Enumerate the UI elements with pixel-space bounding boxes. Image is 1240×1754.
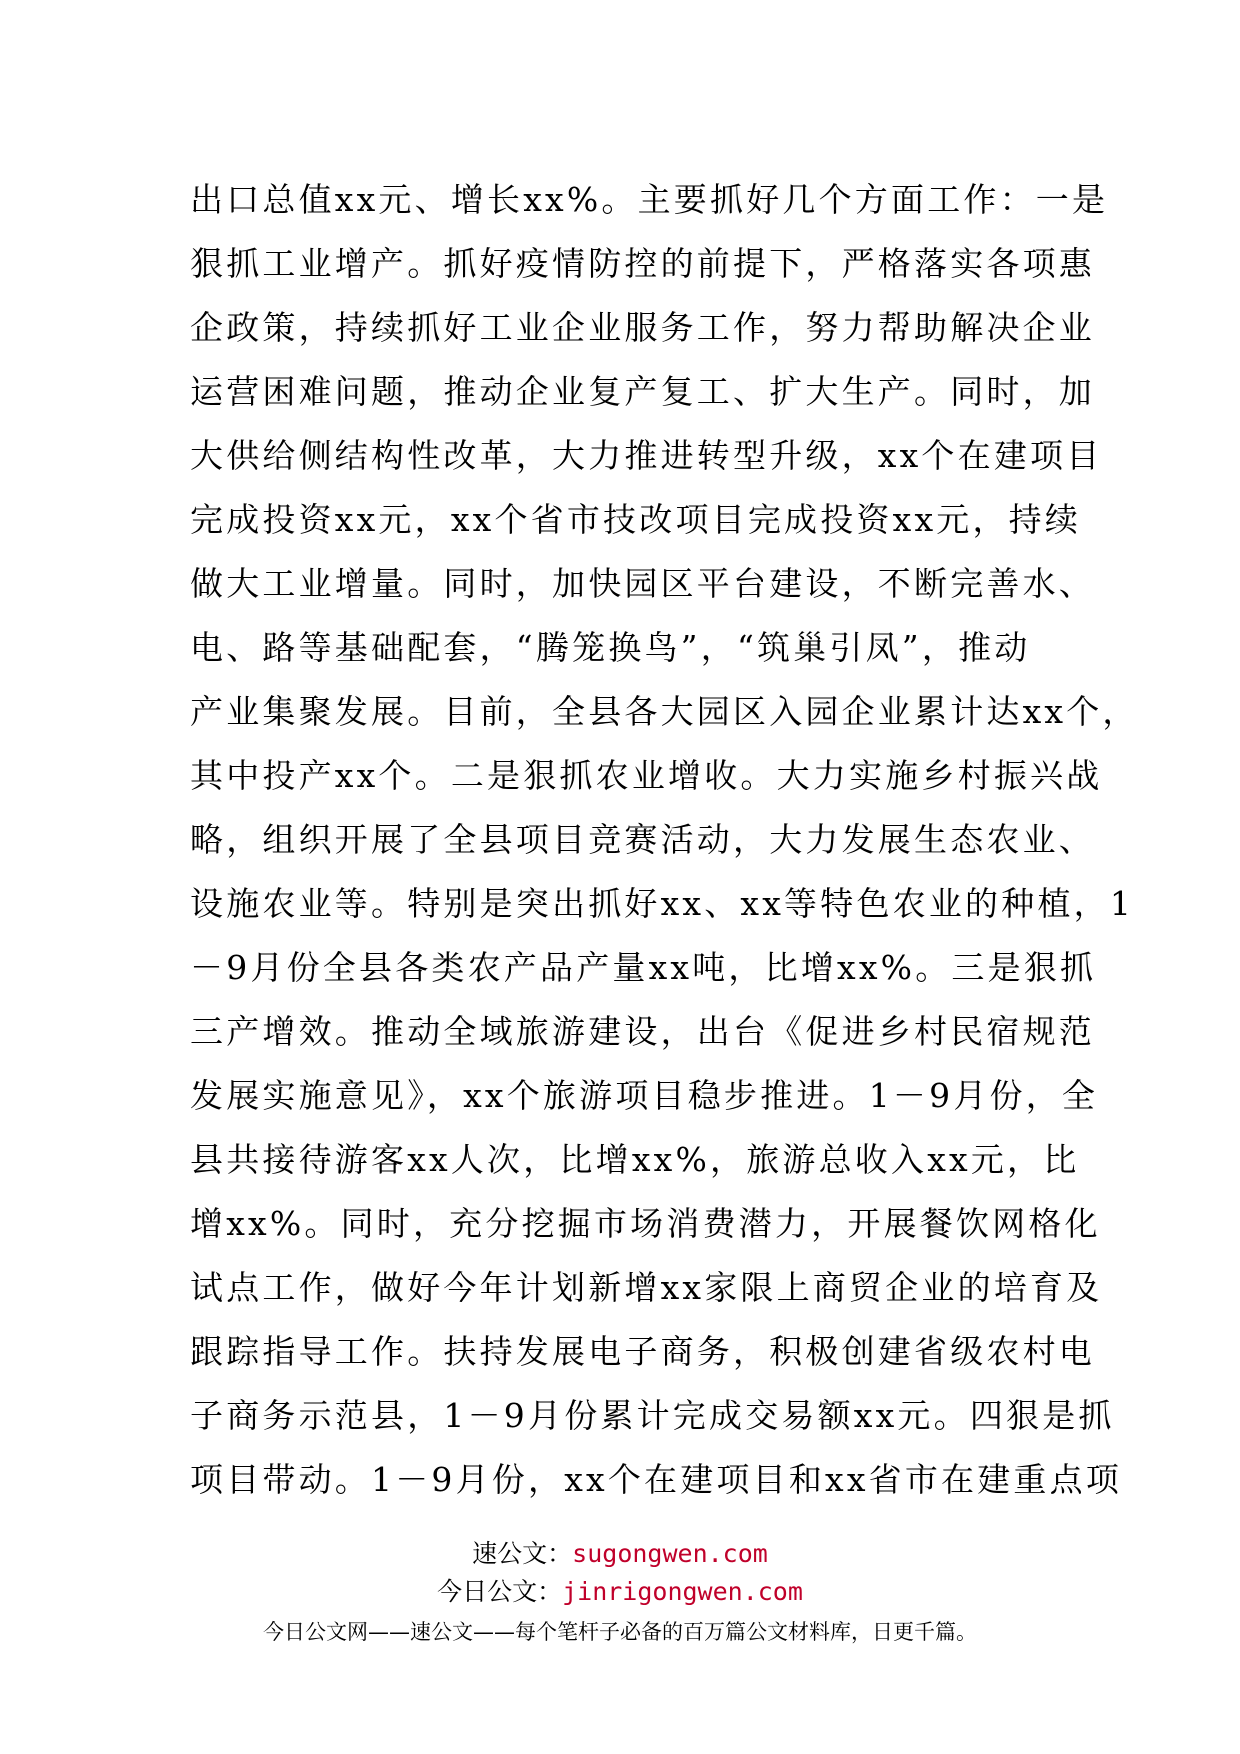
text-line: 大供给侧结构性改革，大力推进转型升级，xx个在建项目 bbox=[190, 436, 1103, 475]
text-line: 县共接待游客xx人次，比增xx%，旅游总收入xx元，比 bbox=[190, 1140, 1080, 1179]
text-line: 狠抓工业增产。抓好疫情防控的前提下，严格落实各项惠 bbox=[190, 244, 1095, 283]
footer-jinrigongwen-link[interactable]: jinrigongwen.com bbox=[562, 1577, 803, 1606]
text-line: 发展实施意见》，xx个旅游项目稳步推进。1－9月份，全 bbox=[190, 1076, 1099, 1115]
text-line: 运营困难问题，推动企业复产复工、扩大生产。同时，加 bbox=[190, 372, 1095, 411]
text-line: 企政策，持续抓好工业企业服务工作，努力帮助解决企业 bbox=[190, 308, 1095, 347]
text-line: 设施农业等。特别是突出抓好xx、xx等特色农业的种植，1 bbox=[190, 884, 1135, 923]
footer-sugongwen-link[interactable]: sugongwen.com bbox=[572, 1539, 768, 1568]
text-line: 略，组织开展了全县项目竞赛活动，大力发展生态农业、 bbox=[190, 820, 1095, 859]
body-paragraph bbox=[190, 168, 1139, 1512]
footer-jinrigongwen bbox=[0, 1575, 1240, 1609]
footer-slogan: 今日公文网——速公文——每个笔杆子必备的百万篇公文材料库，日更千篇。 bbox=[263, 1620, 977, 1644]
text-line: 其中投产xx个。二是狠抓农业增收。大力实施乡村振兴战 bbox=[190, 756, 1103, 795]
text-line: 子商务示范县，1－9月份累计完成交易额xx元。四狠是抓 bbox=[190, 1396, 1115, 1435]
text-line: 出口总值xx元、增长xx%。主要抓好几个方面工作：一是 bbox=[190, 180, 1109, 219]
text-line: 产业集聚发展。目前，全县各大园区入园企业累计达xx个， bbox=[190, 692, 1139, 731]
text-line: 增xx%。同时，充分挖掘市场消费潜力，开展餐饮网格化 bbox=[190, 1204, 1101, 1243]
text-line: －9月份全县各类农产品产量xx吨，比增xx%。三是狠抓 bbox=[190, 948, 1097, 987]
footer-sugongwen-label: 速公文： bbox=[472, 1539, 573, 1568]
text-line: 跟踪指导工作。扶持发展电子商务，积极创建省级农村电 bbox=[190, 1332, 1095, 1371]
text-line: 完成投资xx元，xx个省市技改项目完成投资xx元，持续 bbox=[190, 500, 1082, 539]
text-line: 做大工业增量。同时，加快园区平台建设，不断完善水、 bbox=[190, 564, 1095, 603]
text-line: 项目带动。1－9月份，xx个在建项目和xx省市在建重点项 bbox=[190, 1460, 1123, 1499]
text-line: 三产增效。推动全域旅游建设，出台《促进乡村民宿规范 bbox=[190, 1012, 1095, 1051]
text-line: 试点工作，做好今年计划新增xx家限上商贸企业的培育及 bbox=[190, 1268, 1103, 1307]
footer-jinrigongwen-label: 今日公文： bbox=[437, 1577, 563, 1606]
text-line: 电、路等基础配套，“腾笼换鸟”，“筑巢引凤”，推动 bbox=[190, 628, 1031, 667]
footer-sugongwen bbox=[0, 1537, 1240, 1571]
